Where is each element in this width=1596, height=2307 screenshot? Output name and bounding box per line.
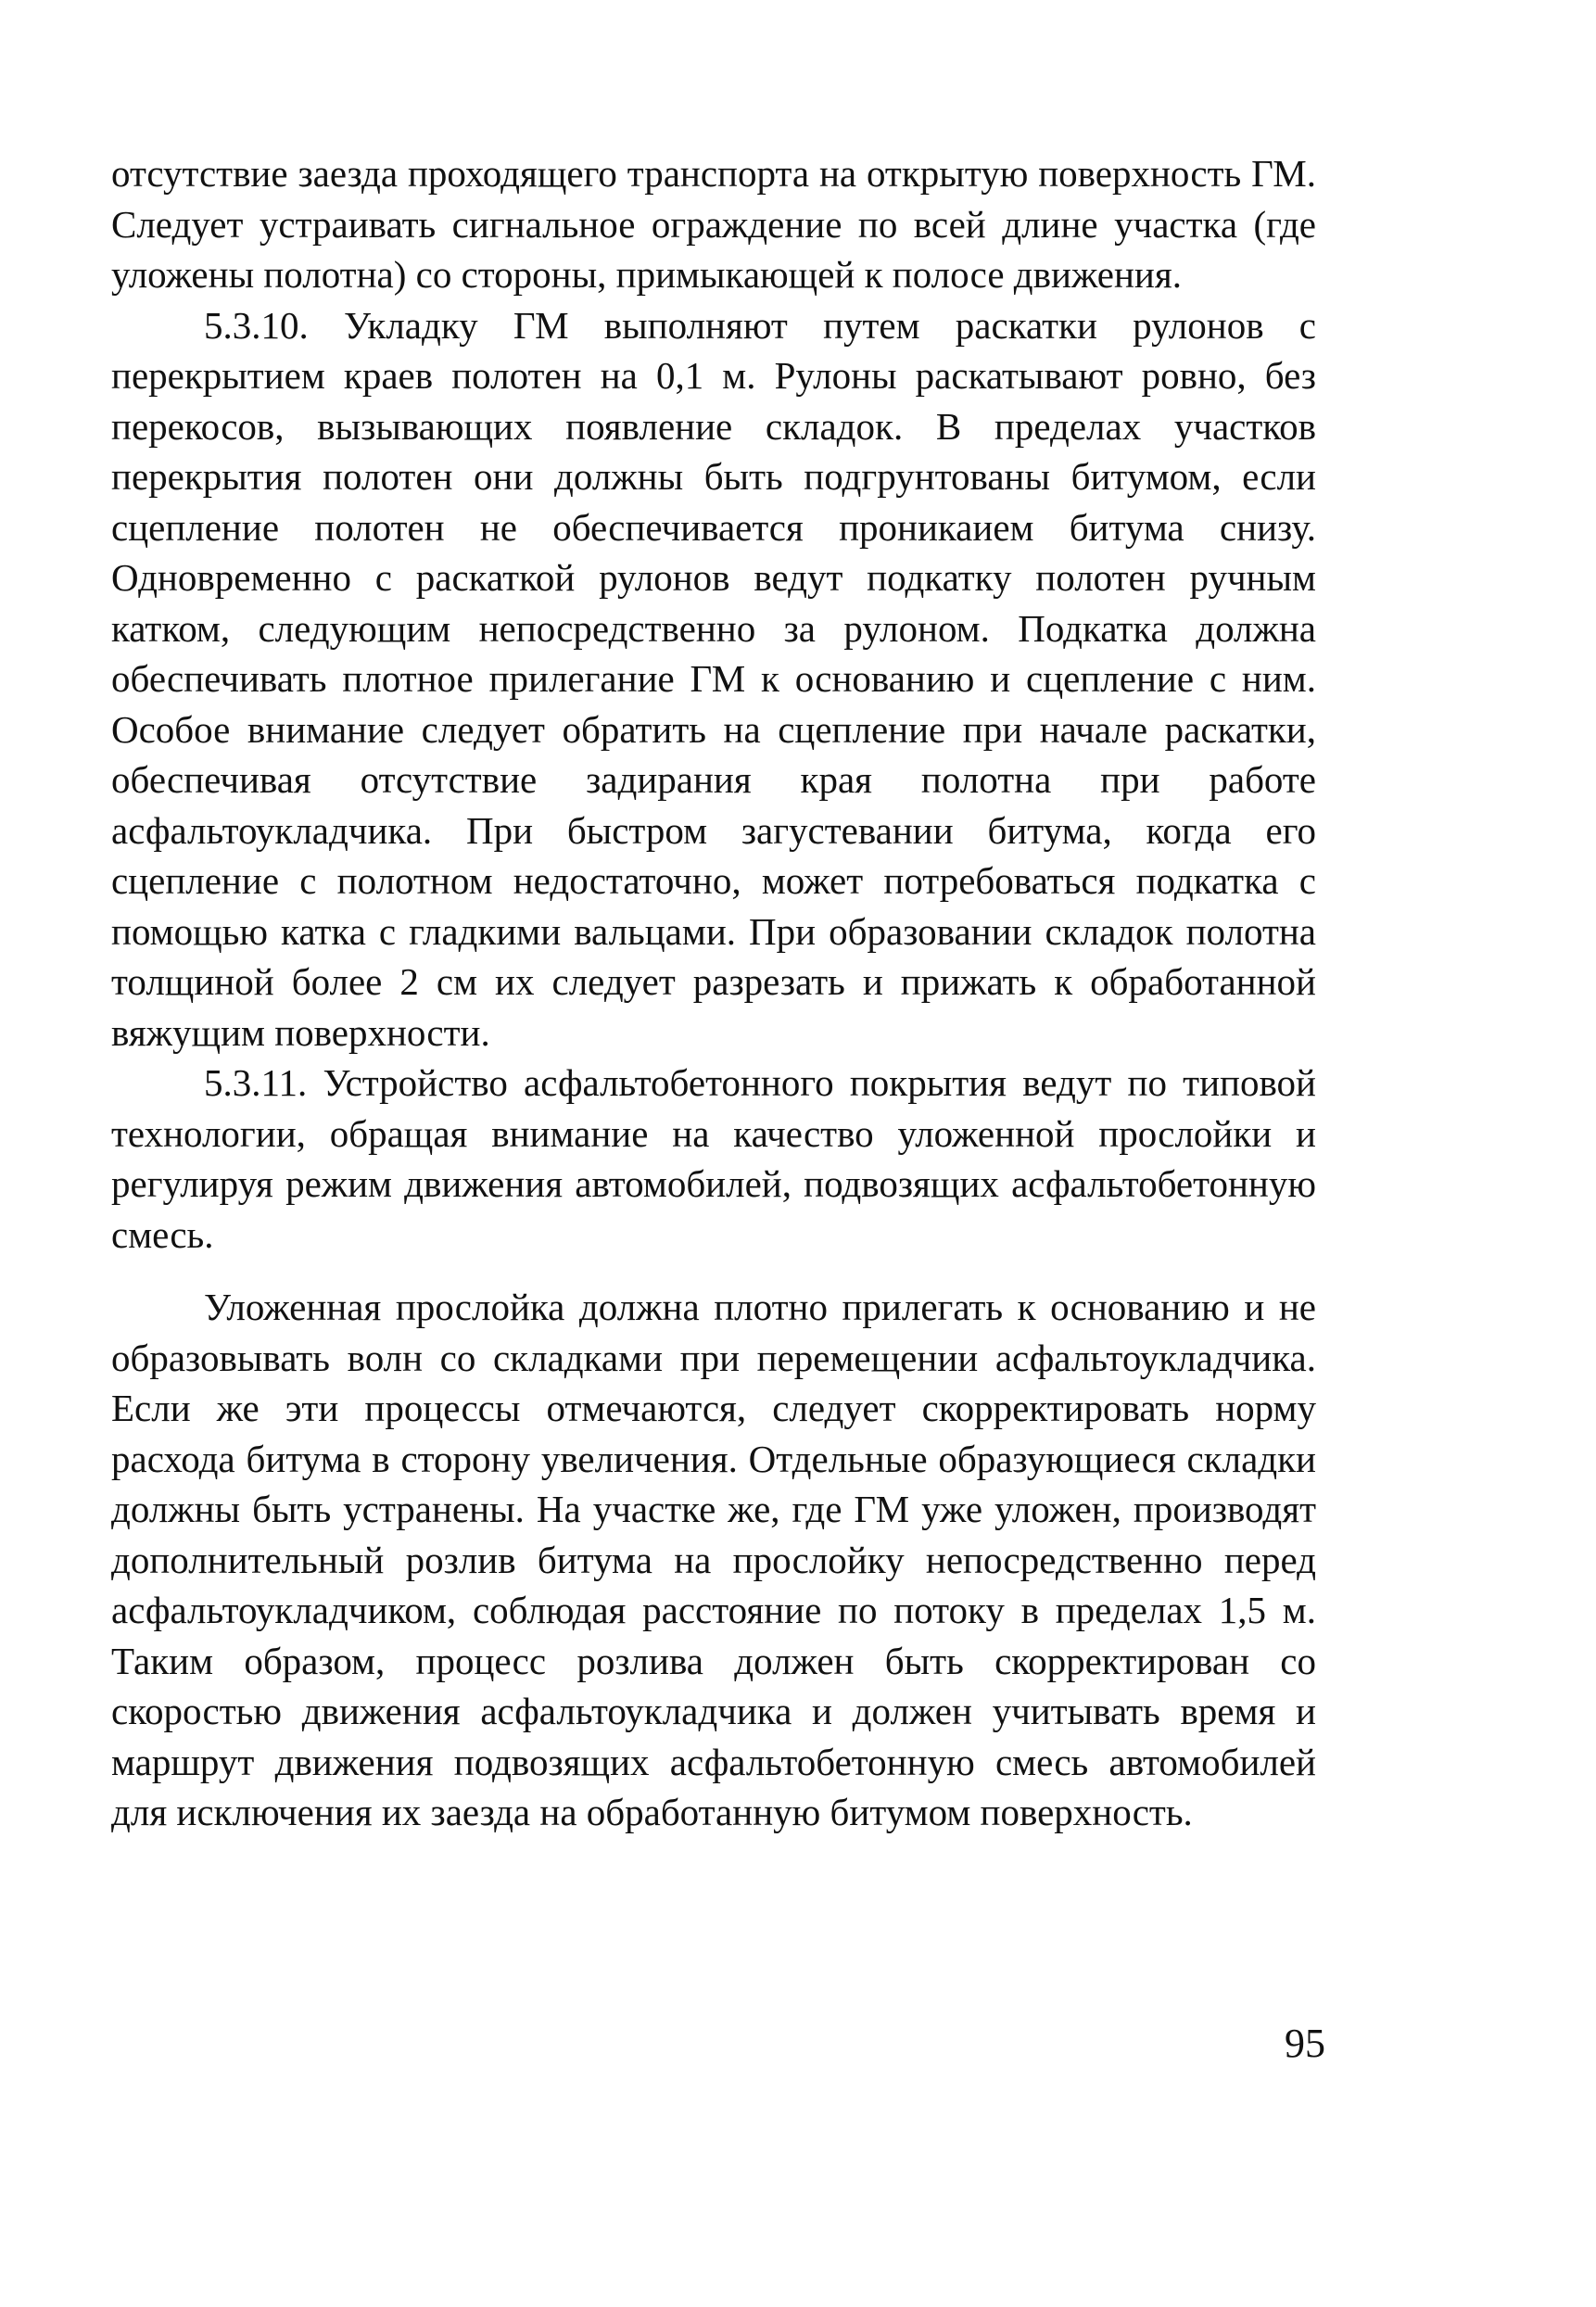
page-number: 95 xyxy=(1285,2021,1325,2066)
paragraph-layer-placement: Уложенная прослойка должна плотно прилегать к основанию и не образовывать волн со складками при перемещении асфальтоукладчика. Если же эти процессы отмечаются, следует скорректировать норму расхода битума в сторону увеличения. Отдельные образующиеся складки должны быть устранены. На участке же, где ГМ уже уложен, производят дополнительный розлив битума на прослойку непосредственно перед асфальтоукладчиком, соблюдая расстояние по потоку в пределах 1,5 м. Таким образом, процесс розлива должен быть скорректирован со скоростью движения асфальтоукладчика и должен учитывать время и маршрут движения подвозящих асфальтобетонную смесь автомобилей для исключения их заезда на обработанную битумом поверхность. xyxy=(111,1286,1316,1833)
paragraph-5-3-10: 5.3.10. Укладку ГМ выполняют путем раскатки рулонов с перекрытием краев полотен на 0,1 м. Рулоны раскатывают ровно, без перекосов, вызывающих появление складок. В пределах участков перекрытия полотен они должны быть подгрунтованы битумом, если сцепление полотен не обеспечивается проникаием битума снизу. Одновременно с раскаткой рулонов ведут подкатку полотен ручным катком, следующим непосредственно за рулоном. Подкатка должна обеспечивать плотное прилегание ГМ к основанию и сцепление с ним. Особое внимание следует обратить на сцепление при начале раскатки, обеспечивая отсутствие задирания края полотна при работе асфальтоукладчика. При быстром загустевании битума, когда его сцепление с полотном недостаточно, может потребоваться подкатка с помощью катка с гладкими вальцами. При образовании складок полотна толщиной более 2 см их следует разрезать и прижать к обработанной вяжущим поверхности. xyxy=(111,303,1316,1054)
body-text xyxy=(111,148,1316,1838)
paragraph-continuation: отсутствие заезда проходящего транспорта на открытую поверхность ГМ. Следует устраивать сигнальное ограждение по всей длине участка (где уложены полотна) со стороны, примыкающей к полосе движения. xyxy=(111,152,1316,296)
paragraph-5-3-11: 5.3.11. Устройство асфальтобетонного покрытия ведут по типовой технологии, обращая внимание на качество уложенной прослойки и регулируя режим движения автомобилей, подвозящих асфальтобетонную смесь. xyxy=(111,1061,1316,1256)
